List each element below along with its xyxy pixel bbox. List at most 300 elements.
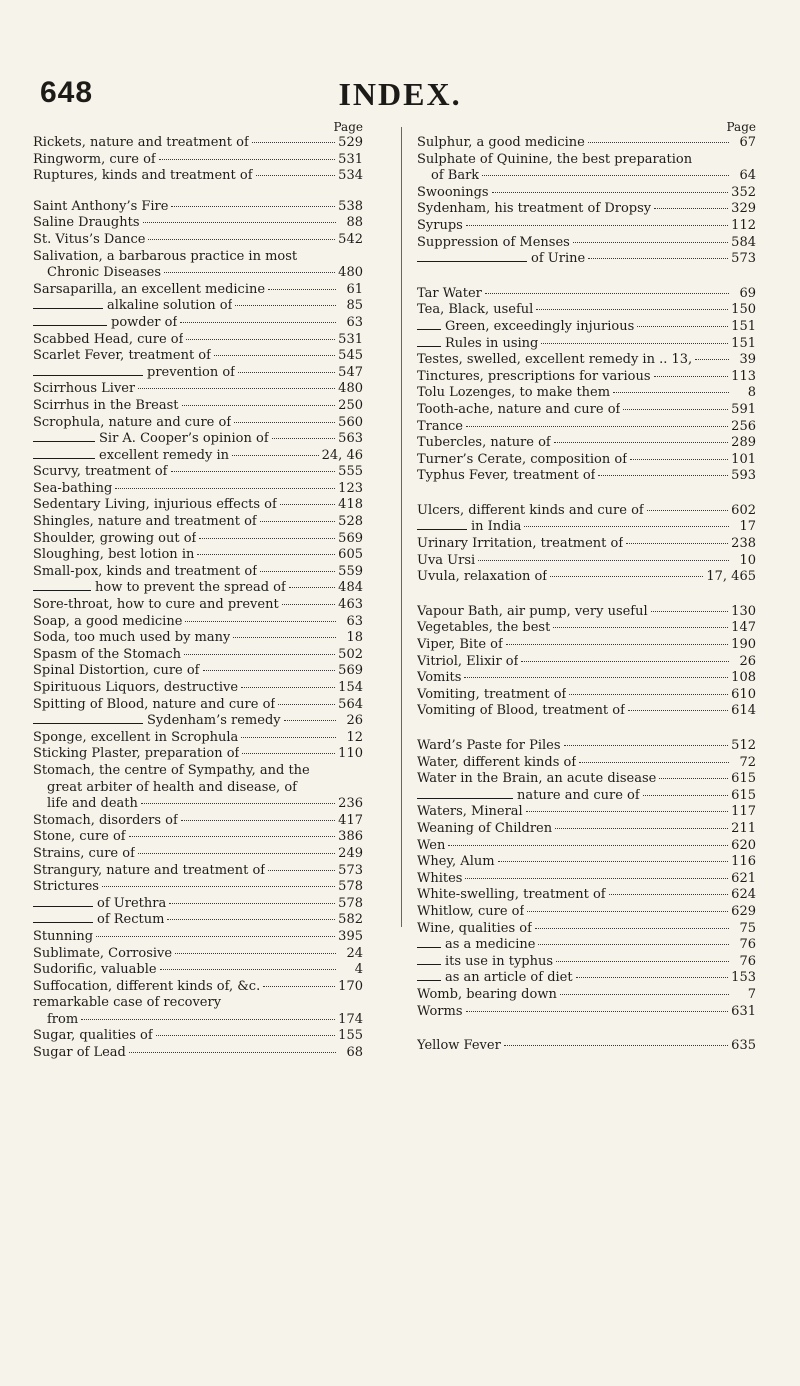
index-entry xyxy=(33,846,363,863)
index-entry-label: Scarlet Fever, treatment of xyxy=(33,348,211,364)
index-page-number: 569 xyxy=(338,663,363,679)
index-page-number: 578 xyxy=(338,895,363,911)
index-entry-label: Womb, bearing down xyxy=(417,986,557,1002)
index-page-number: 72 xyxy=(739,754,756,770)
index-entry xyxy=(33,962,363,979)
index-entry-label: Scurvy, treatment of xyxy=(33,464,168,480)
index-entry-label: Vapour Bath, air pump, very useful xyxy=(417,603,648,619)
index-page-number: 174 xyxy=(338,1011,363,1027)
index-entry-label: White-swelling, treatment of xyxy=(417,887,606,903)
index-entry xyxy=(33,265,363,282)
index-entry-label: Whitlow, cure of xyxy=(417,903,525,919)
dot-leader xyxy=(550,576,703,577)
index-entry-label: Whey, Alum xyxy=(417,854,495,870)
index-entry xyxy=(417,970,756,987)
index-page-number: 395 xyxy=(338,928,363,944)
index-page-number: 8 xyxy=(747,385,756,401)
index-entry-label: Sulphate of Quinine, the best preparation xyxy=(417,151,693,167)
index-entry xyxy=(33,431,363,448)
index-entry xyxy=(417,468,756,485)
index-entry xyxy=(33,514,363,531)
dot-leader xyxy=(256,175,336,176)
ditto-dash xyxy=(33,906,93,907)
dot-leader xyxy=(637,326,728,327)
index-entry xyxy=(417,838,756,855)
dot-leader xyxy=(138,853,335,854)
dot-leader xyxy=(203,670,336,671)
index-entry-continuation: of Bark xyxy=(431,168,480,184)
index-page-number: 63 xyxy=(346,314,363,330)
dot-leader xyxy=(448,845,728,846)
index-entry-label: Tolu Lozenges, to make them xyxy=(417,385,611,401)
index-entry-label: Stomach, disorders of xyxy=(33,812,178,828)
index-page-number: 76 xyxy=(739,953,756,969)
index-entry xyxy=(33,697,363,714)
dot-leader xyxy=(138,388,335,389)
ditto-dash xyxy=(417,798,513,799)
index-entry-label: Spinal Distortion, cure of xyxy=(33,663,200,679)
index-entry-label: Tooth-ache, nature and cure of xyxy=(417,401,621,417)
dot-leader xyxy=(654,376,729,377)
index-entry-label: nature and cure of xyxy=(517,787,640,803)
index-page-number: 615 xyxy=(731,787,756,803)
index-entry-label: Sore-throat, how to cure and prevent xyxy=(33,597,279,613)
index-entry xyxy=(417,821,756,838)
index-page-number: 593 xyxy=(731,468,756,484)
dot-leader xyxy=(280,504,335,505)
index-page-number: 88 xyxy=(346,215,363,231)
dot-leader xyxy=(569,694,728,695)
index-entry xyxy=(417,738,756,755)
index-entry xyxy=(33,1028,363,1045)
index-page-number: 10 xyxy=(739,552,756,568)
dot-leader xyxy=(498,861,729,862)
index-page-number: 531 xyxy=(338,151,363,167)
dot-leader xyxy=(651,611,729,612)
index-page-number: 531 xyxy=(338,331,363,347)
dot-leader xyxy=(156,1035,335,1036)
dot-leader xyxy=(478,560,729,561)
dot-leader xyxy=(167,919,335,920)
index-entry xyxy=(33,282,363,299)
index-entry-label: Uva Ursi xyxy=(417,552,476,568)
letter-section-gap xyxy=(417,1020,756,1038)
ditto-dash xyxy=(33,922,93,923)
index-entry xyxy=(417,987,756,1004)
index-entry xyxy=(33,946,363,963)
index-entry xyxy=(417,553,756,570)
dot-leader xyxy=(466,426,728,427)
index-entry xyxy=(417,503,756,520)
index-entry-label: Wine, qualities of xyxy=(417,920,532,936)
dot-leader xyxy=(96,936,335,937)
dot-leader xyxy=(521,661,729,662)
index-page-number: 573 xyxy=(338,862,363,878)
index-entry xyxy=(33,813,363,830)
dot-leader xyxy=(272,438,336,439)
dot-leader xyxy=(175,953,336,954)
index-entry-label: powder of xyxy=(111,314,178,330)
index-entry xyxy=(417,452,756,469)
index-entry-label: Tar Water xyxy=(417,285,482,301)
index-entry xyxy=(33,796,363,813)
index-page-number: 238 xyxy=(731,536,756,552)
index-entry xyxy=(417,369,756,386)
index-page-number: 63 xyxy=(346,613,363,629)
dot-leader xyxy=(630,459,728,460)
index-page-number: 538 xyxy=(338,198,363,214)
dot-leader xyxy=(623,409,728,410)
letter-section-gap xyxy=(417,720,756,738)
dot-leader xyxy=(560,994,729,995)
dot-leader xyxy=(141,803,335,804)
dot-leader xyxy=(278,704,335,705)
dot-leader xyxy=(102,886,335,887)
index-entry-label: Salivation, a barbarous practice in most xyxy=(33,248,298,264)
dot-leader xyxy=(160,969,336,970)
index-entry-label: Sulphur, a good medicine xyxy=(417,135,585,150)
dot-leader xyxy=(268,870,335,871)
index-entry-label: Trance xyxy=(417,418,463,434)
dot-leader xyxy=(186,339,335,340)
index-entry xyxy=(33,912,363,929)
index-entry xyxy=(417,319,756,336)
ditto-dash xyxy=(33,375,143,376)
index-page-number: 569 xyxy=(338,530,363,546)
letter-section-gap xyxy=(417,268,756,286)
ditto-dash xyxy=(417,980,441,981)
dot-leader xyxy=(214,355,335,356)
index-entry xyxy=(33,232,363,249)
index-entry xyxy=(417,1038,756,1055)
index-page-number: 289 xyxy=(731,435,756,451)
dot-leader xyxy=(588,142,729,143)
dot-leader xyxy=(184,654,335,655)
index-page-number: 39 xyxy=(739,352,756,368)
index-entry-label: remarkable case of recovery xyxy=(33,995,222,1011)
index-entry-label: of Rectum xyxy=(97,912,165,928)
index-entry-label: Ward’s Paste for Piles xyxy=(417,738,561,753)
index-page-number: 68 xyxy=(346,1045,363,1061)
index-entry xyxy=(417,854,756,871)
index-page-number: 67 xyxy=(739,135,756,150)
index-entry-label: of Urine xyxy=(531,251,586,267)
index-entry-label: Scirrhus in the Breast xyxy=(33,397,179,413)
index-entry xyxy=(417,954,756,971)
index-entry-label: Sea-bathing xyxy=(33,480,113,496)
index-page-number: 352 xyxy=(731,184,756,200)
index-page-number: 610 xyxy=(731,686,756,702)
index-entry-label: Tubercles, nature of xyxy=(417,435,551,451)
dot-leader xyxy=(268,289,336,290)
index-entry xyxy=(417,336,756,353)
index-page-number: 547 xyxy=(338,364,363,380)
index-page-number: 12 xyxy=(346,729,363,745)
index-page-number: 591 xyxy=(731,401,756,417)
index-page-number: 545 xyxy=(338,348,363,364)
index-entry xyxy=(33,929,363,946)
index-entry-label: Sugar, qualities of xyxy=(33,1028,153,1044)
dot-leader xyxy=(464,677,728,678)
index-entry xyxy=(417,771,756,788)
dot-leader xyxy=(628,710,728,711)
index-entry-label: Sticking Plaster, preparation of xyxy=(33,746,240,762)
index-entry-label: Rickets, nature and treatment of xyxy=(33,135,249,150)
index-page-number: 17, 465 xyxy=(706,569,756,585)
index-entry-label: Green, exceedingly injurious xyxy=(445,318,635,334)
index-entry xyxy=(33,746,363,763)
index-page-number: 564 xyxy=(338,696,363,712)
index-page-number: 108 xyxy=(731,670,756,686)
dot-leader xyxy=(263,986,335,987)
dot-leader xyxy=(647,510,728,511)
index-entry-label: Strains, cure of xyxy=(33,845,135,861)
index-page-number: 635 xyxy=(731,1038,756,1054)
dot-leader xyxy=(260,521,335,522)
index-entry-label: Sir A. Cooper’s opinion of xyxy=(99,431,269,447)
dot-leader xyxy=(576,977,729,978)
index-page-number: 602 xyxy=(731,502,756,518)
index-entry-label: Soap, a good medicine xyxy=(33,613,183,629)
dot-leader xyxy=(199,538,335,539)
index-page-number: 418 xyxy=(338,497,363,513)
dot-leader xyxy=(466,1011,729,1012)
index-page-number: 329 xyxy=(731,201,756,217)
index-page-number: 621 xyxy=(731,870,756,886)
index-page-number: 629 xyxy=(731,903,756,919)
letter-section-gap xyxy=(417,485,756,503)
index-entry xyxy=(417,352,756,369)
index-entry-label: Vomiting of Blood, treatment of xyxy=(417,703,625,719)
index-page-number: 236 xyxy=(338,796,363,812)
index-page-number: 624 xyxy=(731,887,756,903)
index-entry-label: excellent remedy in xyxy=(99,447,229,463)
index-entry xyxy=(33,365,363,382)
dot-leader xyxy=(148,239,335,240)
index-entry xyxy=(417,637,756,654)
index-entry-label: prevention of xyxy=(147,364,235,380)
index-entry xyxy=(33,713,363,730)
index-page-number: 463 xyxy=(338,597,363,613)
index-entry-label: Tinctures, prescriptions for various xyxy=(417,368,651,384)
index-entry-label: Small-pox, kinds and treatment of xyxy=(33,563,258,579)
index-entry-label: Vomiting, treatment of xyxy=(417,686,567,702)
index-page-number: 190 xyxy=(731,637,756,653)
dot-leader xyxy=(171,206,335,207)
index-entry xyxy=(33,1012,363,1029)
index-page-number: 480 xyxy=(338,265,363,281)
index-entry-label: in India xyxy=(471,519,522,535)
index-entry-label: Turner’s Cerate, composition of xyxy=(417,451,628,467)
index-entry xyxy=(33,863,363,880)
index-entry-label: Urinary Irritation, treatment of xyxy=(417,536,624,552)
index-entry xyxy=(417,703,756,720)
index-entry xyxy=(417,385,756,402)
index-entry xyxy=(33,464,363,481)
index-page-number: 151 xyxy=(731,335,756,351)
dot-leader xyxy=(282,604,335,605)
index-entry-label: Uvula, relaxation of xyxy=(417,569,548,585)
index-page-number: 123 xyxy=(338,480,363,496)
index-entry xyxy=(417,251,756,268)
index-entry xyxy=(417,435,756,452)
index-entry xyxy=(33,531,363,548)
dot-leader xyxy=(466,225,728,226)
index-entry xyxy=(417,286,756,303)
index-page-number: 250 xyxy=(338,397,363,413)
dot-leader xyxy=(164,272,335,273)
index-entry xyxy=(33,680,363,697)
dot-leader xyxy=(588,258,728,259)
index-entry xyxy=(33,829,363,846)
index-entry-label: Sydenham, his treatment of Dropsy xyxy=(417,201,652,217)
index-page-number: 154 xyxy=(338,680,363,695)
index-entry-label: Swoonings xyxy=(417,184,489,200)
dot-leader xyxy=(492,192,729,193)
index-entry xyxy=(417,755,756,772)
index-page-number: 4 xyxy=(354,962,363,978)
dot-leader xyxy=(553,627,728,628)
index-entry-label: its use in typhus xyxy=(445,953,554,969)
right-index-column xyxy=(417,120,756,1055)
index-entry xyxy=(33,168,363,185)
index-entry xyxy=(33,481,363,498)
index-entry-label: Spasm of the Stomach xyxy=(33,646,181,662)
index-entry-label: of Urethra xyxy=(97,895,167,911)
dot-leader xyxy=(482,175,729,176)
index-page-number: 24, 46 xyxy=(321,447,363,463)
index-page-number: 155 xyxy=(338,1028,363,1044)
index-entry xyxy=(417,620,756,637)
dot-leader xyxy=(233,637,336,638)
index-page-number: 17 xyxy=(739,519,756,535)
index-page-number: 110 xyxy=(338,746,363,762)
index-entry-label: Water in the Brain, an acute disease xyxy=(417,771,657,787)
index-page-number: 117 xyxy=(731,804,756,820)
index-entry-label: Vitriol, Elixir of xyxy=(417,653,519,669)
index-page-number: 582 xyxy=(338,912,363,928)
dot-leader xyxy=(284,720,336,721)
index-page-number: 512 xyxy=(731,738,756,753)
dot-leader xyxy=(695,359,729,360)
index-page-number: 153 xyxy=(731,970,756,986)
left-index-column xyxy=(33,120,363,1062)
index-page-number: 605 xyxy=(338,547,363,563)
index-entry-label: Vomits xyxy=(417,670,462,686)
index-page-number: 112 xyxy=(731,217,756,233)
ditto-dash xyxy=(33,458,95,459)
dot-leader xyxy=(555,828,728,829)
index-page-number: 24 xyxy=(346,945,363,961)
ditto-dash xyxy=(417,947,441,948)
index-page-number: 631 xyxy=(731,1003,756,1019)
index-entry-label: St. Vitus’s Dance xyxy=(33,231,146,247)
dot-leader xyxy=(659,778,728,779)
index-entry xyxy=(417,654,756,671)
dot-leader xyxy=(171,471,336,472)
index-entry-label: how to prevent the spread of xyxy=(95,580,286,596)
column-divider xyxy=(401,127,402,927)
index-entry-label: Spitting of Blood, nature and cure of xyxy=(33,696,276,712)
index-entry xyxy=(417,788,756,805)
index-entry xyxy=(33,497,363,514)
index-page-number: 555 xyxy=(338,464,363,480)
index-entry-label: Sugar of Lead xyxy=(33,1045,126,1061)
index-entry xyxy=(417,235,756,252)
dot-leader xyxy=(535,928,729,929)
dot-leader xyxy=(556,961,729,962)
index-entry-label: Suffocation, different kinds of, &c. xyxy=(33,978,261,994)
index-entry xyxy=(33,896,363,913)
index-page-number: 7 xyxy=(747,986,756,1002)
index-entry-continuation: life and death xyxy=(47,796,138,812)
index-entry xyxy=(33,152,363,169)
ditto-dash xyxy=(33,308,103,309)
index-page-number: 249 xyxy=(338,845,363,861)
index-entry xyxy=(417,604,756,621)
index-page-number: 130 xyxy=(731,603,756,619)
index-page-number: 150 xyxy=(731,302,756,318)
index-entry-label: Typhus Fever, treatment of xyxy=(417,468,596,484)
dot-leader xyxy=(129,1052,336,1053)
index-page-number: 573 xyxy=(731,251,756,267)
index-entry-label: Rules in using xyxy=(445,335,539,351)
dot-leader xyxy=(241,737,336,738)
index-entry xyxy=(33,647,363,664)
index-page-number: 528 xyxy=(338,514,363,530)
index-page-number: 542 xyxy=(338,231,363,247)
index-entry-label: Shoulder, growing out of xyxy=(33,530,197,546)
index-entry-label: Strictures xyxy=(33,879,99,895)
index-entry xyxy=(33,730,363,747)
dot-leader xyxy=(232,455,319,456)
right-page-heading: Page xyxy=(726,120,756,134)
index-page-number: 563 xyxy=(338,431,363,447)
index-entry-label: as a medicine xyxy=(445,937,536,953)
index-entry-label: Sponge, excellent in Scrophula xyxy=(33,729,239,745)
index-entry-label: Ruptures, kinds and treatment of xyxy=(33,168,253,184)
index-entry-label: Syrups xyxy=(417,217,463,233)
page-title: INDEX. xyxy=(338,76,462,112)
index-entry xyxy=(417,670,756,687)
index-entry-label: Soda, too much used by many xyxy=(33,630,231,646)
index-page-number: 170 xyxy=(338,978,363,994)
index-entry-label: Sudorific, valuable xyxy=(33,962,157,978)
index-entry-label: Saline Draughts xyxy=(33,215,140,231)
dot-leader xyxy=(554,442,728,443)
dot-leader xyxy=(159,159,335,160)
dot-leader xyxy=(182,405,336,406)
index-entry-label: Sublimate, Corrosive xyxy=(33,945,173,961)
index-page-number: 75 xyxy=(739,920,756,936)
index-page-number: 69 xyxy=(739,285,756,301)
index-page-number: 26 xyxy=(739,653,756,669)
index-entry-label: Stunning xyxy=(33,928,94,944)
index-entry-continuation: from xyxy=(47,1011,79,1027)
index-page-number: 147 xyxy=(731,620,756,636)
index-entry xyxy=(417,419,756,436)
index-entry-label: Scirrhous Liver xyxy=(33,381,136,397)
index-page-number: 116 xyxy=(731,854,756,870)
index-entry-label: Sloughing, best lotion in xyxy=(33,547,195,563)
index-entry xyxy=(417,887,756,904)
ditto-dash xyxy=(33,723,143,724)
index-entry xyxy=(417,185,756,202)
index-entry-label: Wen xyxy=(417,837,446,853)
index-entry-label: Stomach, the centre of Sympathy, and the xyxy=(33,762,310,778)
dot-leader xyxy=(465,878,728,879)
index-entry-label: Scabbed Head, cure of xyxy=(33,331,184,347)
